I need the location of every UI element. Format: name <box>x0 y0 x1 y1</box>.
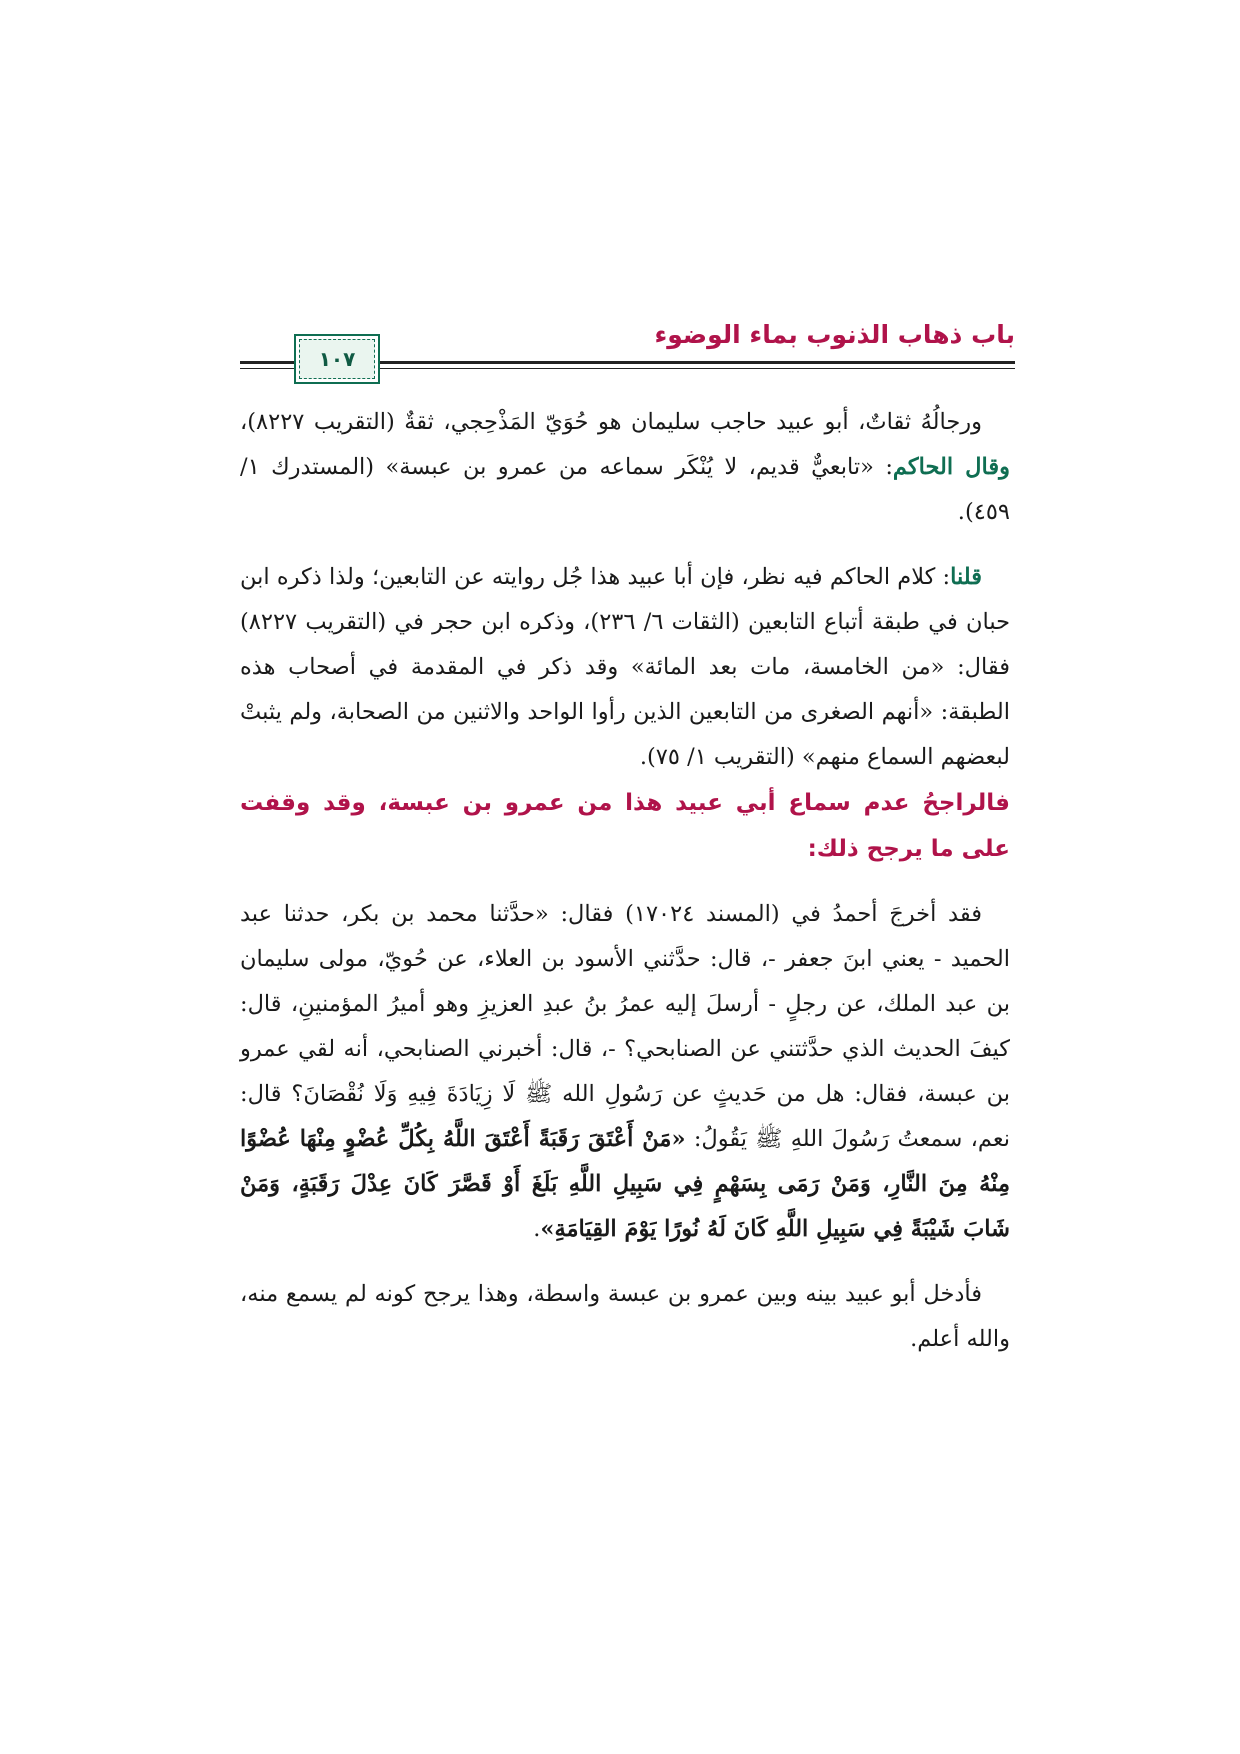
label-hakim: وقال الحاكم <box>892 454 1010 480</box>
section-heading: فالراجحُ عدم سماع أبي عبيد هذا من عمرو بن عبسة، وقد وقفت على ما يرجح ذلك: <box>240 790 1010 862</box>
page-number: ١٠٧ <box>299 339 375 379</box>
chapter-title: باب ذهاب الذنوب بماء الوضوء <box>644 320 1015 349</box>
paragraph-2 <box>240 555 1010 780</box>
paragraph-3 <box>240 892 1010 1252</box>
label-qulna: قلنا <box>950 564 982 590</box>
paragraph-1-text-b: : «تابعيٌّ قديم، لا يُنْكَر سماعه من عمرو بن عبسة» (المستدرك ١/ ٤٥٩). <box>240 454 1010 525</box>
paragraph-1-text-a: ورجالُهُ ثقاتٌ، أبو عبيد حاجب سليمان هو حُوَيّ المَذْحِجي، ثقةٌ (التقريب ٨٢٢٧)، <box>240 409 982 435</box>
paragraph-2-text: : كلام الحاكم فيه نظر، فإن أبا عبيد هذا جُل روايته عن التابعين؛ ولذا ذكره ابن حبان في طبقة أتباع التابعين (الثقات ٦/ ٢٣٦)، وذكره ابن حجر في (التقريب ٨٢٢٧) فقال: «من الخامسة، مات بعد المائة» وقد ذكر في المقدمة في أصحاب هذه الطبقة: «أنهم الصغرى من التابعين الذين رأوا الواحد والاثنين من الصحابة، ولم يثبتْ لبعضهم السماع منهم» (التقريب ١/ ٧٥). <box>240 564 1011 770</box>
page-body <box>240 400 1010 1362</box>
page-number-badge <box>294 334 380 384</box>
paragraph-3-end: . <box>533 1216 541 1242</box>
paragraph-4: فأدخل أبو عبيد بينه وبين عمرو بن عبسة واسطة، وهذا يرجح كونه لم يسمع منه، والله أعلم. <box>240 1281 1010 1352</box>
hadith-quote: «مَنْ أَعْتَقَ رَقَبَةً أَعْتَقَ اللَّهُ بِكُلِّ عُضْوٍ مِنْهَا عُضْوًا مِنْهُ مِنَ النَّارِ، وَمَنْ رَمَى بِسَهْمٍ فِي سَبِيلِ اللَّهِ بَلَغَ أَوْ قَصَّرَ كَانَ عِدْلَ رَقَبَةٍ، وَمَنْ شَابَ شَيْبَةً فِي سَبِيلِ اللَّهِ كَانَ لَهُ نُورًا يَوْمَ القِيَامَةِ» <box>240 1126 1010 1242</box>
paragraph-3-text: فقد أخرجَ أحمدُ في (المسند ١٧٠٢٤) فقال: «حدَّثنا محمد بن بكر، حدثنا عبد الحميد - يعني ابنَ جعفر -، قال: حدَّثني الأسود بن العلاء، عن حُويّ، مولى سليمان بن عبد الملك، عن رجلٍ - أرسلَ إليه عمرُ بنُ عبدِ العزيزِ وهو أميرُ المؤمنينِ، قال: كيفَ الحديث الذي حدَّثتني عن الصنابحي؟ -، قال: أخبرني الصنابحي، أنه لقي عمرو بن عبسة، فقال: هل من حَديثٍ عن رَسُولِ الله ﷺ لَا زِيَادَةَ فِيهِ وَلَا نُقْصَانَ؟ قال: نعم، سمعتُ رَسُولَ اللهِ ﷺ يَقُولُ: <box>240 901 1010 1152</box>
page-header <box>240 318 1015 378</box>
paragraph-1 <box>240 400 1010 535</box>
